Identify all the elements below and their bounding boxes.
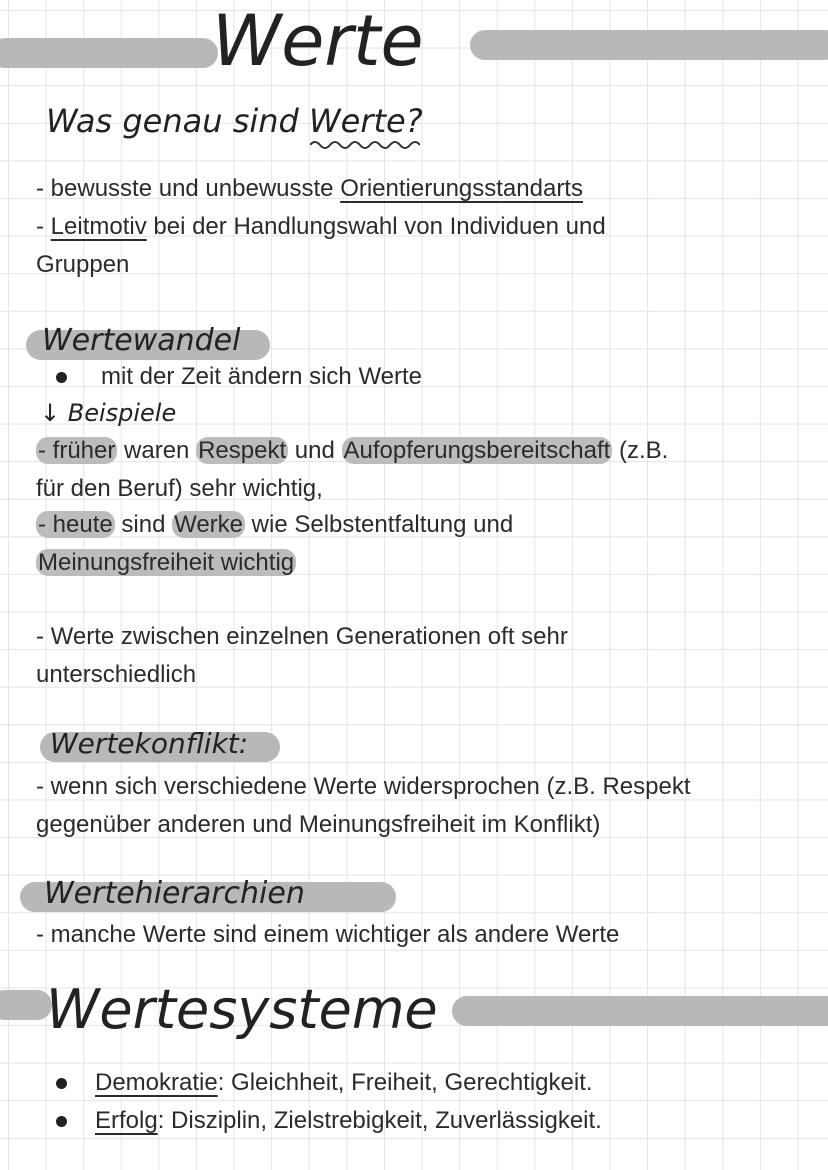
definition-line-2: - Leitmotiv bei der Handlungswahl von Individuen und bbox=[36, 213, 606, 240]
wertehierarchien-heading: Wertehierarchien bbox=[44, 876, 305, 911]
beispiele-label: ↓ Beispiele bbox=[40, 399, 177, 427]
generations-line-2: unterschiedlich bbox=[36, 661, 197, 688]
wertesysteme-bar-left bbox=[0, 990, 52, 1020]
title-bar-right bbox=[470, 30, 828, 60]
question-heading: Was genau sind Werte? bbox=[46, 102, 423, 140]
example-1-line-1: - früher waren Respekt und Aufopferungsbereitschaft (z.B. bbox=[38, 437, 669, 464]
wertesysteme-item-1: Demokratie: Gleichheit, Freiheit, Gerechtigkeit. bbox=[56, 1064, 593, 1102]
wertesysteme-bar-right bbox=[452, 996, 828, 1026]
definition-line-1: - bewusste und unbewusste Orientierungsstandarts bbox=[36, 175, 583, 202]
wertewandel-bullet: mit der Zeit ändern sich Werte bbox=[56, 358, 422, 396]
wertewandel-heading: Wertewandel bbox=[42, 323, 241, 358]
wertekonflikt-heading: Wertekonflikt: bbox=[50, 727, 249, 760]
bullet-dot bbox=[56, 1116, 67, 1127]
bullet-dot bbox=[56, 372, 67, 383]
wertekonflikt-line-1: - wenn sich verschiedene Werte widersprochen (z.B. Respekt bbox=[36, 773, 691, 800]
title-bar-left bbox=[0, 38, 218, 68]
term-leitmotiv: Leitmotiv bbox=[50, 213, 147, 240]
example-2-line-2: Meinungsfreiheit wichtig bbox=[38, 549, 295, 576]
term-orientierungsstandarts: Orientierungsstandarts bbox=[340, 175, 583, 202]
bullet-dot bbox=[56, 1078, 67, 1089]
example-1-line-2: für den Beruf) sehr wichtig, bbox=[36, 475, 323, 502]
example-2-line-1: - heute sind Werke wie Selbstentfaltung und bbox=[38, 511, 514, 538]
wertesysteme-item-2: Erfolg: Disziplin, Zielstrebigkeit, Zuverlässigkeit. bbox=[56, 1102, 602, 1140]
generations-line-1: - Werte zwischen einzelnen Generationen oft sehr bbox=[36, 623, 568, 650]
wertekonflikt-line-2: gegenüber anderen und Meinungsfreiheit im Konflikt) bbox=[36, 811, 601, 838]
wavy-underline bbox=[310, 138, 420, 152]
wertesysteme-heading: Wertesysteme bbox=[46, 978, 438, 1041]
definition-line-3: Gruppen bbox=[36, 251, 130, 278]
wertehierarchien-line-1: - manche Werte sind einem wichtiger als andere Werte bbox=[36, 921, 620, 948]
page-title: Werte bbox=[212, 0, 424, 82]
